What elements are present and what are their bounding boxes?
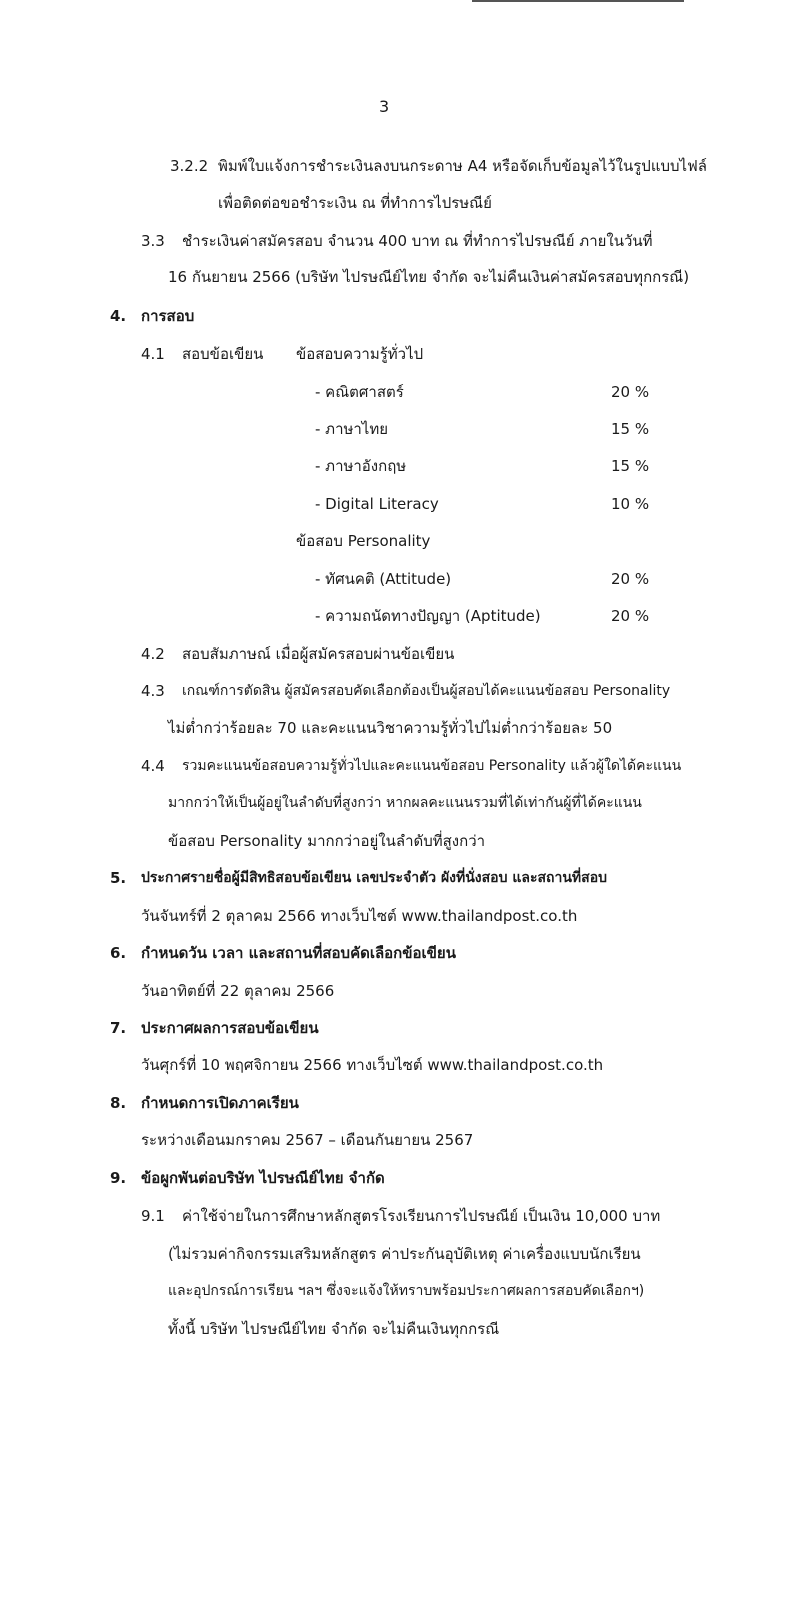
s41-label: สอบข้อเขียน (182, 345, 264, 363)
s6-title: กำหนดวัน เวลา และสถานที่สอบคัดเลือกข้อเขียน (141, 944, 456, 962)
general-item-name: - ภาษาอังกฤษ (315, 457, 407, 475)
general-item-name: - Digital Literacy (315, 495, 439, 513)
s5-num: 5. (110, 869, 127, 887)
s6-num: 6. (110, 944, 127, 962)
s7-text: วันศุกร์ที่ 10 พฤศจิกายน 2566 ทางเว็บไซต์ www.thailandpost.co.th (141, 1056, 604, 1074)
general-item-pct: 15 % (611, 457, 650, 475)
page-number: 3 (379, 97, 390, 116)
top-rule (472, 0, 684, 2)
s91-line3: และอุปกรณ์การเรียน ฯลฯ ซึ่งจะแจ้งให้ทราบพร้อมประกาศผลการสอบคัดเลือกฯ) (168, 1283, 645, 1299)
s9-num: 9. (110, 1169, 127, 1187)
s33-line2: 16 กันยายน 2566 (บริษัท ไปรษณีย์ไทย จำกัด จะไม่คืนเงินค่าสมัครสอบทุกกรณี) (168, 268, 690, 286)
general-item-name: - คณิตศาสตร์ (315, 383, 404, 401)
personality-item-name: - ทัศนคติ (Attitude) (315, 570, 452, 588)
s91-line2: (ไม่รวมค่ากิจกรรมเสริมหลักสูตร ค่าประกันอุบัติเหตุ ค่าเครื่องแบบนักเรียน (168, 1245, 641, 1263)
s8-title: กำหนดการเปิดภาคเรียน (141, 1094, 299, 1112)
general-item-pct: 20 % (611, 383, 650, 401)
s91-line4: ทั้งนี้ บริษัท ไปรษณีย์ไทย จำกัด จะไม่คืนเงินทุกกรณี (168, 1320, 500, 1338)
s5-text: วันจันทร์ที่ 2 ตุลาคม 2566 ทางเว็บไซต์ www.thailandpost.co.th (141, 907, 578, 925)
general-item-pct: 15 % (611, 420, 650, 438)
s33-line1: ชำระเงินค่าสมัครสอบ จำนวน 400 บาท ณ ที่ทำการไปรษณีย์ ภายในวันที่ (182, 232, 653, 250)
s5-title: ประกาศรายชื่อผู้มีสิทธิสอบข้อเขียน เลขประจำตัว ผังที่นั่งสอบ และสถานที่สอบ (141, 870, 607, 886)
s41-personality-title: ข้อสอบ Personality (296, 532, 431, 550)
s44-num: 4.4 (141, 757, 165, 775)
s9-title: ข้อผูกพันต่อบริษัท ไปรษณีย์ไทย จำกัด (141, 1169, 385, 1187)
s44-line1: รวมคะแนนข้อสอบความรู้ทั่วไปและคะแนนข้อสอบ Personality แล้วผู้ใดได้คะแนน (182, 758, 682, 774)
s44-line3: ข้อสอบ Personality มากกว่าอยู่ในลำดับที่สูงกว่า (168, 832, 486, 850)
s322-line1: พิมพ์ใบแจ้งการชำระเงินลงบนกระดาษ A4 หรือจัดเก็บข้อมูลไว้ในรูปแบบไฟล์ (218, 157, 707, 175)
personality-item-pct: 20 % (611, 607, 650, 625)
s4-title: การสอบ (141, 307, 195, 325)
s7-num: 7. (110, 1019, 127, 1037)
s41-general-title: ข้อสอบความรู้ทั่วไป (296, 345, 424, 363)
s4-num: 4. (110, 307, 127, 325)
s44-line2: มากกว่าให้เป็นผู้อยู่ในลำดับที่สูงกว่า หากผลคะแนนรวมที่ได้เท่ากันผู้ที่ได้คะแนน (168, 795, 642, 811)
s91-line1: ค่าใช้จ่ายในการศึกษาหลักสูตรโรงเรียนการไปรษณีย์ เป็นเงิน 10,000 บาท (182, 1207, 661, 1225)
s322-num: 3.2.2 (170, 157, 209, 175)
s43-num: 4.3 (141, 682, 165, 700)
s8-num: 8. (110, 1094, 127, 1112)
s322-line2: เพื่อติดต่อขอชำระเงิน ณ ที่ทำการไปรษณีย์ (218, 194, 492, 212)
s6-text: วันอาทิตย์ที่ 22 ตุลาคม 2566 (141, 982, 335, 1000)
s43-line1: เกณฑ์การตัดสิน ผู้สมัครสอบคัดเลือกต้องเป็นผู้สอบได้คะแนนข้อสอบ Personality (182, 683, 671, 699)
personality-item-name: - ความถนัดทางปัญญา (Aptitude) (315, 607, 541, 625)
s42-text: สอบสัมภาษณ์ เมื่อผู้สมัครสอบผ่านข้อเขียน (182, 645, 455, 663)
general-item-name: - ภาษาไทย (315, 420, 389, 438)
s42-num: 4.2 (141, 645, 165, 663)
s41-num: 4.1 (141, 345, 165, 363)
s91-num: 9.1 (141, 1207, 165, 1225)
s7-title: ประกาศผลการสอบข้อเขียน (141, 1019, 319, 1037)
s33-num: 3.3 (141, 232, 165, 250)
general-item-pct: 10 % (611, 495, 650, 513)
personality-item-pct: 20 % (611, 570, 650, 588)
s8-text: ระหว่างเดือนมกราคม 2567 – เดือนกันยายน 2567 (141, 1131, 474, 1149)
s43-line2: ไม่ต่ำกว่าร้อยละ 70 และคะแนนวิชาความรู้ทั่วไปไม่ต่ำกว่าร้อยละ 50 (168, 719, 613, 737)
